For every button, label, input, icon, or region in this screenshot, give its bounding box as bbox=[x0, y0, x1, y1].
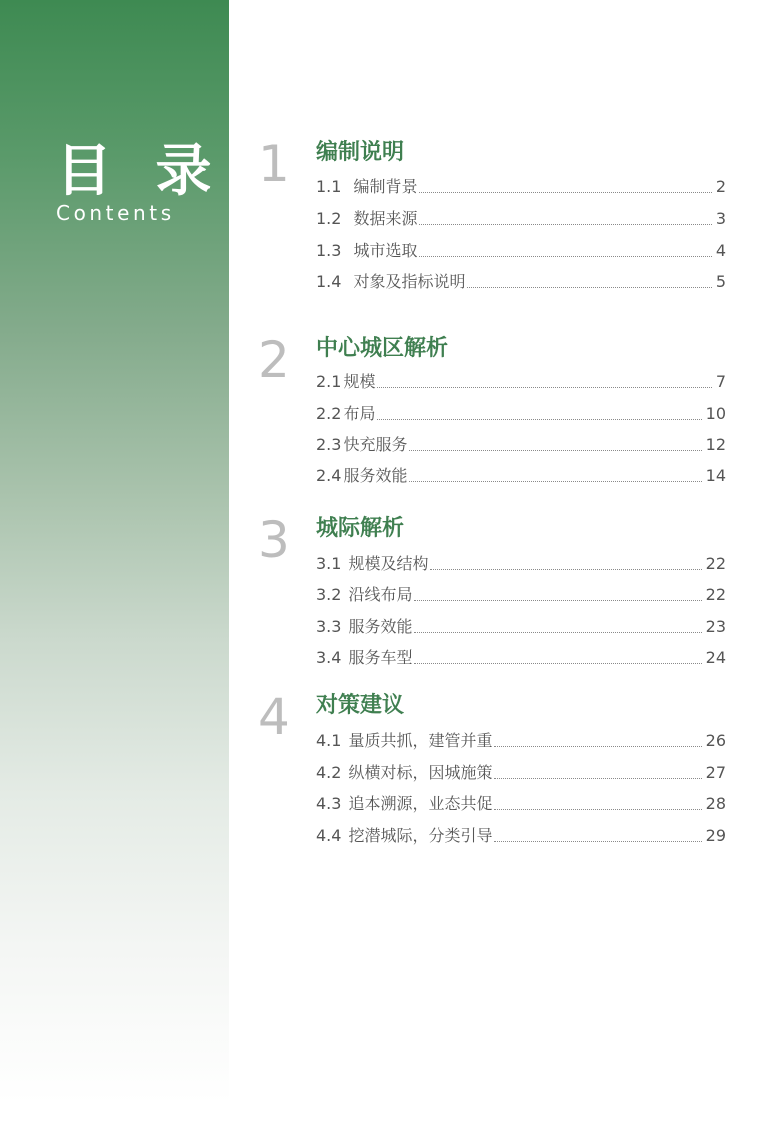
dotted-leader bbox=[494, 778, 701, 779]
contents-sidebar bbox=[0, 0, 229, 1103]
dotted-leader bbox=[494, 841, 701, 842]
toc-entry-label: 量质共抓，建管并重 bbox=[348, 731, 493, 750]
toc-entry-2-1[interactable] bbox=[316, 371, 726, 393]
toc-entry-1-3[interactable] bbox=[316, 240, 726, 262]
toc-entry-4-4[interactable] bbox=[316, 825, 726, 847]
dotted-leader bbox=[414, 632, 701, 633]
toc-entry-page: 7 bbox=[715, 372, 726, 391]
toc-entry-1-2[interactable] bbox=[316, 208, 726, 230]
toc-entry-page: 4 bbox=[715, 241, 726, 260]
toc-entry-page: 23 bbox=[705, 617, 726, 636]
toc-entry-page: 22 bbox=[705, 585, 726, 604]
toc-entry-label: 布局 bbox=[343, 404, 376, 423]
toc-entry-page: 27 bbox=[705, 763, 726, 782]
toc-entry-number: 3.4 bbox=[316, 648, 342, 667]
toc-entry-number: 3.3 bbox=[316, 617, 342, 636]
toc-entry-label: 数据来源 bbox=[353, 209, 418, 228]
toc-entry-number: 1.3 bbox=[316, 241, 342, 260]
dotted-leader bbox=[409, 481, 701, 482]
section-1-title[interactable]: 编制说明 bbox=[316, 140, 405, 165]
dotted-leader bbox=[419, 224, 711, 225]
toc-entry-2-3[interactable] bbox=[316, 434, 726, 456]
toc-entry-label: 快充服务 bbox=[343, 435, 408, 454]
toc-entry-number: 1.2 bbox=[316, 209, 342, 228]
toc-entry-number: 1.4 bbox=[316, 272, 342, 291]
toc-entry-label: 服务效能 bbox=[348, 617, 413, 636]
toc-entry-3-2[interactable] bbox=[316, 584, 726, 606]
toc-entry-1-1[interactable] bbox=[316, 176, 726, 198]
toc-entry-3-3[interactable] bbox=[316, 616, 726, 638]
toc-entry-page: 24 bbox=[705, 648, 726, 667]
dotted-leader bbox=[467, 287, 711, 288]
toc-entry-number: 4.3 bbox=[316, 794, 342, 813]
toc-entry-3-1[interactable] bbox=[316, 553, 726, 575]
toc-entry-3-4[interactable] bbox=[316, 647, 726, 669]
toc-entry-label: 规模及结构 bbox=[348, 554, 429, 573]
toc-entry-number: 4.1 bbox=[316, 731, 342, 750]
toc-entry-4-2[interactable] bbox=[316, 762, 726, 784]
toc-entry-1-4[interactable] bbox=[316, 271, 726, 293]
section-2-number: 2 bbox=[258, 331, 290, 389]
toc-entry-page: 22 bbox=[705, 554, 726, 573]
toc-entry-label: 城市选取 bbox=[353, 241, 418, 260]
contents-title-en: Contents bbox=[56, 201, 175, 225]
toc-entry-label: 挖潜城际，分类引导 bbox=[348, 826, 493, 845]
toc-entry-number: 2.2 bbox=[316, 404, 342, 423]
toc-entry-page: 5 bbox=[715, 272, 726, 291]
toc-entry-page: 28 bbox=[705, 794, 726, 813]
toc-entry-label: 服务车型 bbox=[348, 648, 413, 667]
toc-entry-4-3[interactable] bbox=[316, 793, 726, 815]
toc-entry-2-4[interactable] bbox=[316, 465, 726, 487]
toc-entry-page: 3 bbox=[715, 209, 726, 228]
dotted-leader bbox=[419, 192, 711, 193]
toc-entry-number: 4.4 bbox=[316, 826, 342, 845]
toc-entry-page: 14 bbox=[705, 466, 726, 485]
toc-entry-label: 对象及指标说明 bbox=[353, 272, 466, 291]
toc-entry-number: 2.4 bbox=[316, 466, 342, 485]
dotted-leader bbox=[430, 569, 701, 570]
section-4-number: 4 bbox=[258, 688, 290, 746]
toc-entry-number: 4.2 bbox=[316, 763, 342, 782]
dotted-leader bbox=[419, 256, 711, 257]
toc-entry-page: 12 bbox=[705, 435, 726, 454]
toc-entry-label: 纵横对标，因城施策 bbox=[348, 763, 493, 782]
toc-entry-page: 26 bbox=[705, 731, 726, 750]
contents-title-cn: 目 录 bbox=[56, 139, 224, 204]
dotted-leader bbox=[377, 419, 701, 420]
section-1-number: 1 bbox=[258, 135, 290, 193]
toc-entry-page: 2 bbox=[715, 177, 726, 196]
section-3-number: 3 bbox=[258, 511, 290, 569]
toc-entry-page: 10 bbox=[705, 404, 726, 423]
toc-entry-number: 2.1 bbox=[316, 372, 342, 391]
dotted-leader bbox=[409, 450, 701, 451]
toc-entry-2-2[interactable] bbox=[316, 403, 726, 425]
toc-entry-page: 29 bbox=[705, 826, 726, 845]
section-4-title[interactable]: 对策建议 bbox=[316, 693, 405, 718]
toc-entry-label: 沿线布局 bbox=[348, 585, 413, 604]
dotted-leader bbox=[414, 663, 701, 664]
dotted-leader bbox=[377, 387, 711, 388]
toc-entry-4-1[interactable] bbox=[316, 730, 726, 752]
section-2-title[interactable]: 中心城区解析 bbox=[316, 336, 449, 361]
dotted-leader bbox=[494, 746, 701, 747]
toc-entry-number: 1.1 bbox=[316, 177, 342, 196]
toc-entry-number: 2.3 bbox=[316, 435, 342, 454]
toc-entry-label: 追本溯源，业态共促 bbox=[348, 794, 493, 813]
toc-entry-label: 编制背景 bbox=[353, 177, 418, 196]
toc-entry-number: 3.2 bbox=[316, 585, 342, 604]
toc-entry-label: 服务效能 bbox=[343, 466, 408, 485]
dotted-leader bbox=[494, 809, 701, 810]
toc-entry-number: 3.1 bbox=[316, 554, 342, 573]
dotted-leader bbox=[414, 600, 701, 601]
section-3-title[interactable]: 城际解析 bbox=[316, 516, 405, 541]
toc-entry-label: 规模 bbox=[343, 372, 376, 391]
